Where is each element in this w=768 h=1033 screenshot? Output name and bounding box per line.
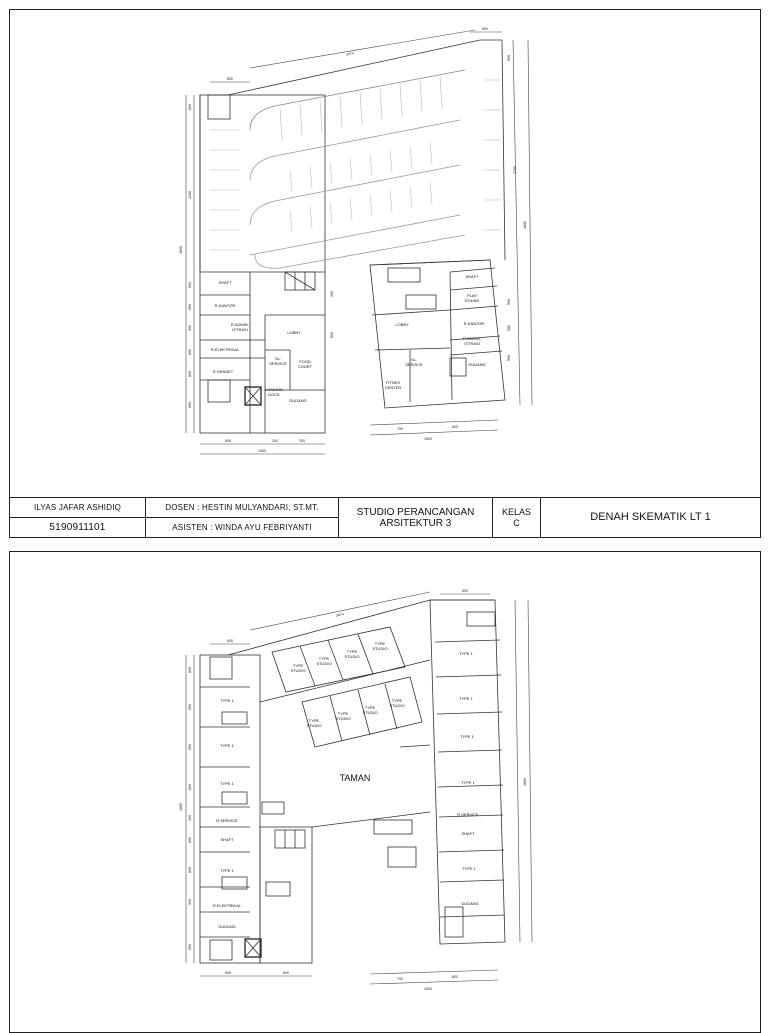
asisten-label: ASISTEN : WINDA AYU FEBRIYANTI [172,522,312,532]
dim2-rbot-seg-2: 800 [452,975,458,979]
dim2-rbot-total: 1500 [424,987,432,991]
room-type-studio-4a: TYPE [374,641,386,646]
dim-left-seg-8: 600 [188,402,192,408]
dim2-right-overall: 4800 [523,778,527,786]
room-r-elektrikal: R.ELEKTRIKAL [210,347,240,352]
dim-right-seg-6: 500 [507,355,511,361]
dim-right-seg-1: 500 [507,55,511,61]
dim2-right-top: 600 [462,589,468,593]
room-type-studio-8a: TYPE [391,698,403,703]
room-gudang: GUDANG [218,924,236,929]
dim-rbot-total: 1600 [424,437,432,441]
room-gudang-right: GUDANG [461,901,479,906]
dim-left-seg-7: 800 [188,371,192,377]
room-type-1-c: TYPE 1 [220,781,234,786]
dim2-top-diagonal: 3474 [335,612,345,618]
room-sl-service-right-1: SL. [410,357,418,362]
room-type-studio-7b: STUDIO [362,710,378,715]
room-r-kantor: R.KANTOR [214,303,236,308]
room-type-studio-2b: STUDIO [316,661,332,666]
room-sl-service-1: SL. [274,356,282,361]
room-food-court-1: FOOD [299,359,311,364]
room-r-kantor-right: R.KANTOR [463,321,485,326]
room-r-adminstrasi-right-2: ISTRASI [464,341,480,346]
studio-line-1: STUDIO PERANCANGAN [356,506,475,518]
drawing-sheet-2 [9,551,761,1033]
room-type-1-b: TYPE 1 [220,743,234,748]
room-loading-dock-1: LOADING [264,387,284,392]
room-food-court-2: COURT [297,364,313,369]
dim-left-overall: 4800 [179,246,183,254]
room-r-service-right: R.SERVICE [457,812,479,817]
drawing-title-cell [541,498,760,537]
room-shaft: SHAFT [218,280,232,285]
room-play-ground-2: GOUND [464,298,480,303]
room-type-studio-5b: STUDIO [306,723,322,728]
room-shaft-right: SHAFT [461,831,475,836]
dim-left-seg-5: 500 [188,325,192,331]
dim2-bottom-seg-2: 600 [283,971,289,975]
room-type-studio-4b: STUDIO [372,646,388,651]
drawing-title: DENAH SKEMATIK LT 1 [590,511,711,523]
room-lobby: LOBBY [287,330,301,335]
dim2-left-seg-9: 600 [188,944,192,950]
room-type-1-d: TYPE 1 [220,868,234,873]
dim-right-seg-5: 500 [507,325,511,331]
room-shaft: SHAFT [220,837,234,842]
dim2-left-seg-4: 800 [188,784,192,790]
student-id: 5190911101 [49,521,106,533]
room-type-1-r1: TYPE 1 [459,651,473,656]
dim-top-small: 600 [227,77,233,81]
room-type-studio-2a: TYPE [318,656,330,661]
dim2-left-seg-5: 300 [188,815,192,821]
dosen-label: DOSEN : HESTIN MULYANDARI, ST.MT. [146,498,338,518]
dim-lobby-right: 400 [330,291,334,297]
room-shaft-right: SHAFT [465,274,479,279]
room-type-studio-5a: TYPE [308,718,320,723]
dim-rbot-seg-2: 800 [452,425,458,429]
dim-left-seg-2: 1200 [188,191,192,199]
room-gudang: GUDANG [289,398,307,403]
room-r-service: R.SERVICE [216,818,238,823]
dim-rbot-seg-1: 700 [397,427,403,431]
room-type-studio-8b: STUDIO [389,703,405,708]
room-type-studio-6a: TYPE [337,711,349,716]
room-gudang-right: GUDANG [468,362,486,367]
kelas-label: KELAS [501,506,532,517]
dim2-left-seg-8: 300 [188,899,192,905]
room-fitness-center-1: FITNES [385,380,401,385]
dim-bottom-seg-2: 300 [272,439,278,443]
parking-top-wall [228,40,480,95]
room-r-genset: R.GENSET [212,369,234,374]
room-type-1-r5: TYPE 1 [462,866,476,871]
dim-top-diagonal: 3474 [345,51,355,57]
dim-right-overall: 4800 [523,221,527,229]
dim2-left-seg-6: 800 [188,837,192,843]
dim2-left-seg-3: 600 [188,744,192,750]
supervisor-cell [146,498,339,537]
left-block-outline [200,95,325,433]
room-type-1-r4: TYPE 1 [461,780,475,785]
dim-bottom-seg-3: 300 [299,439,305,443]
dim-bottom-total: 1500 [258,449,266,453]
dim-bottom-seg-1: 600 [225,439,231,443]
dim2-left-overall: 4800 [179,803,183,811]
label-taman: TAMAN [339,773,371,783]
room-loading-dock-2: DOCK [268,392,280,397]
dim2-rbot-seg-1: 700 [397,977,403,981]
room-r-adminstrasi-2: ISTRASI [232,327,248,332]
kelas-value: C [513,517,520,528]
dim2-bottom-seg-1: 600 [225,971,231,975]
room-r-elektrikal: R.ELEKTRIKAL [212,903,242,908]
floor-plan-lt1 [10,10,760,497]
room-lobby-right: LOBBY [395,322,409,327]
dim2-left-seg-2: 600 [188,704,192,710]
room-type-1-r3: TYPE 1 [460,734,474,739]
room-play-ground-1: PLAY [467,293,477,298]
room-type-studio-1b: STUDIO [290,668,306,673]
dim-right-seg-2: 2700 [513,166,517,174]
student-cell [10,498,146,537]
studio-line-2: ARSITEKTUR 3 [379,517,452,529]
room-type-studio-6b: STUDIO [335,716,351,721]
student-name: ILYAS JAFAR ASHIDIQ [10,498,145,518]
title-block-sheet-1 [10,497,760,537]
dim2-left-seg-7: 800 [188,867,192,873]
floor-plan-lt-typical [10,552,760,1032]
dim2-top-small: 600 [227,639,233,643]
studio-cell [339,498,493,537]
room-r-adminstrasi-right-1: R.ADMIN- [462,336,482,341]
kelas-cell [493,498,541,537]
room-fitness-center-2: CENTER [384,385,402,390]
room-sl-service-2: SERVICE [269,361,287,366]
room-type-studio-1a: TYPE [292,663,304,668]
room-type-studio-3b: STUDIO [344,654,360,659]
dim-lobby-right-2: 800 [330,332,334,338]
room-r-adminstrasi-1: R.ADMIN- [230,322,250,327]
dim-left-seg-4: 500 [188,304,192,310]
dim-left-seg-1: 800 [188,104,192,110]
drawing-sheet-1 [9,9,761,538]
dim2-left-seg-1: 800 [188,667,192,673]
dim-right-seg-4: 500 [507,299,511,305]
room-type-1-a: TYPE 1 [220,698,234,703]
room-type-1-r2: TYPE 1 [459,696,473,701]
room-sl-service-right-2: SERVICE [405,362,423,367]
dim-left-seg-3: 500 [188,282,192,288]
dim-left-seg-6: 800 [188,349,192,355]
room-type-studio-7a: TYPE [364,705,376,710]
dim-right-top: 800 [482,27,488,31]
room-type-studio-3a: TYPE [346,649,358,654]
